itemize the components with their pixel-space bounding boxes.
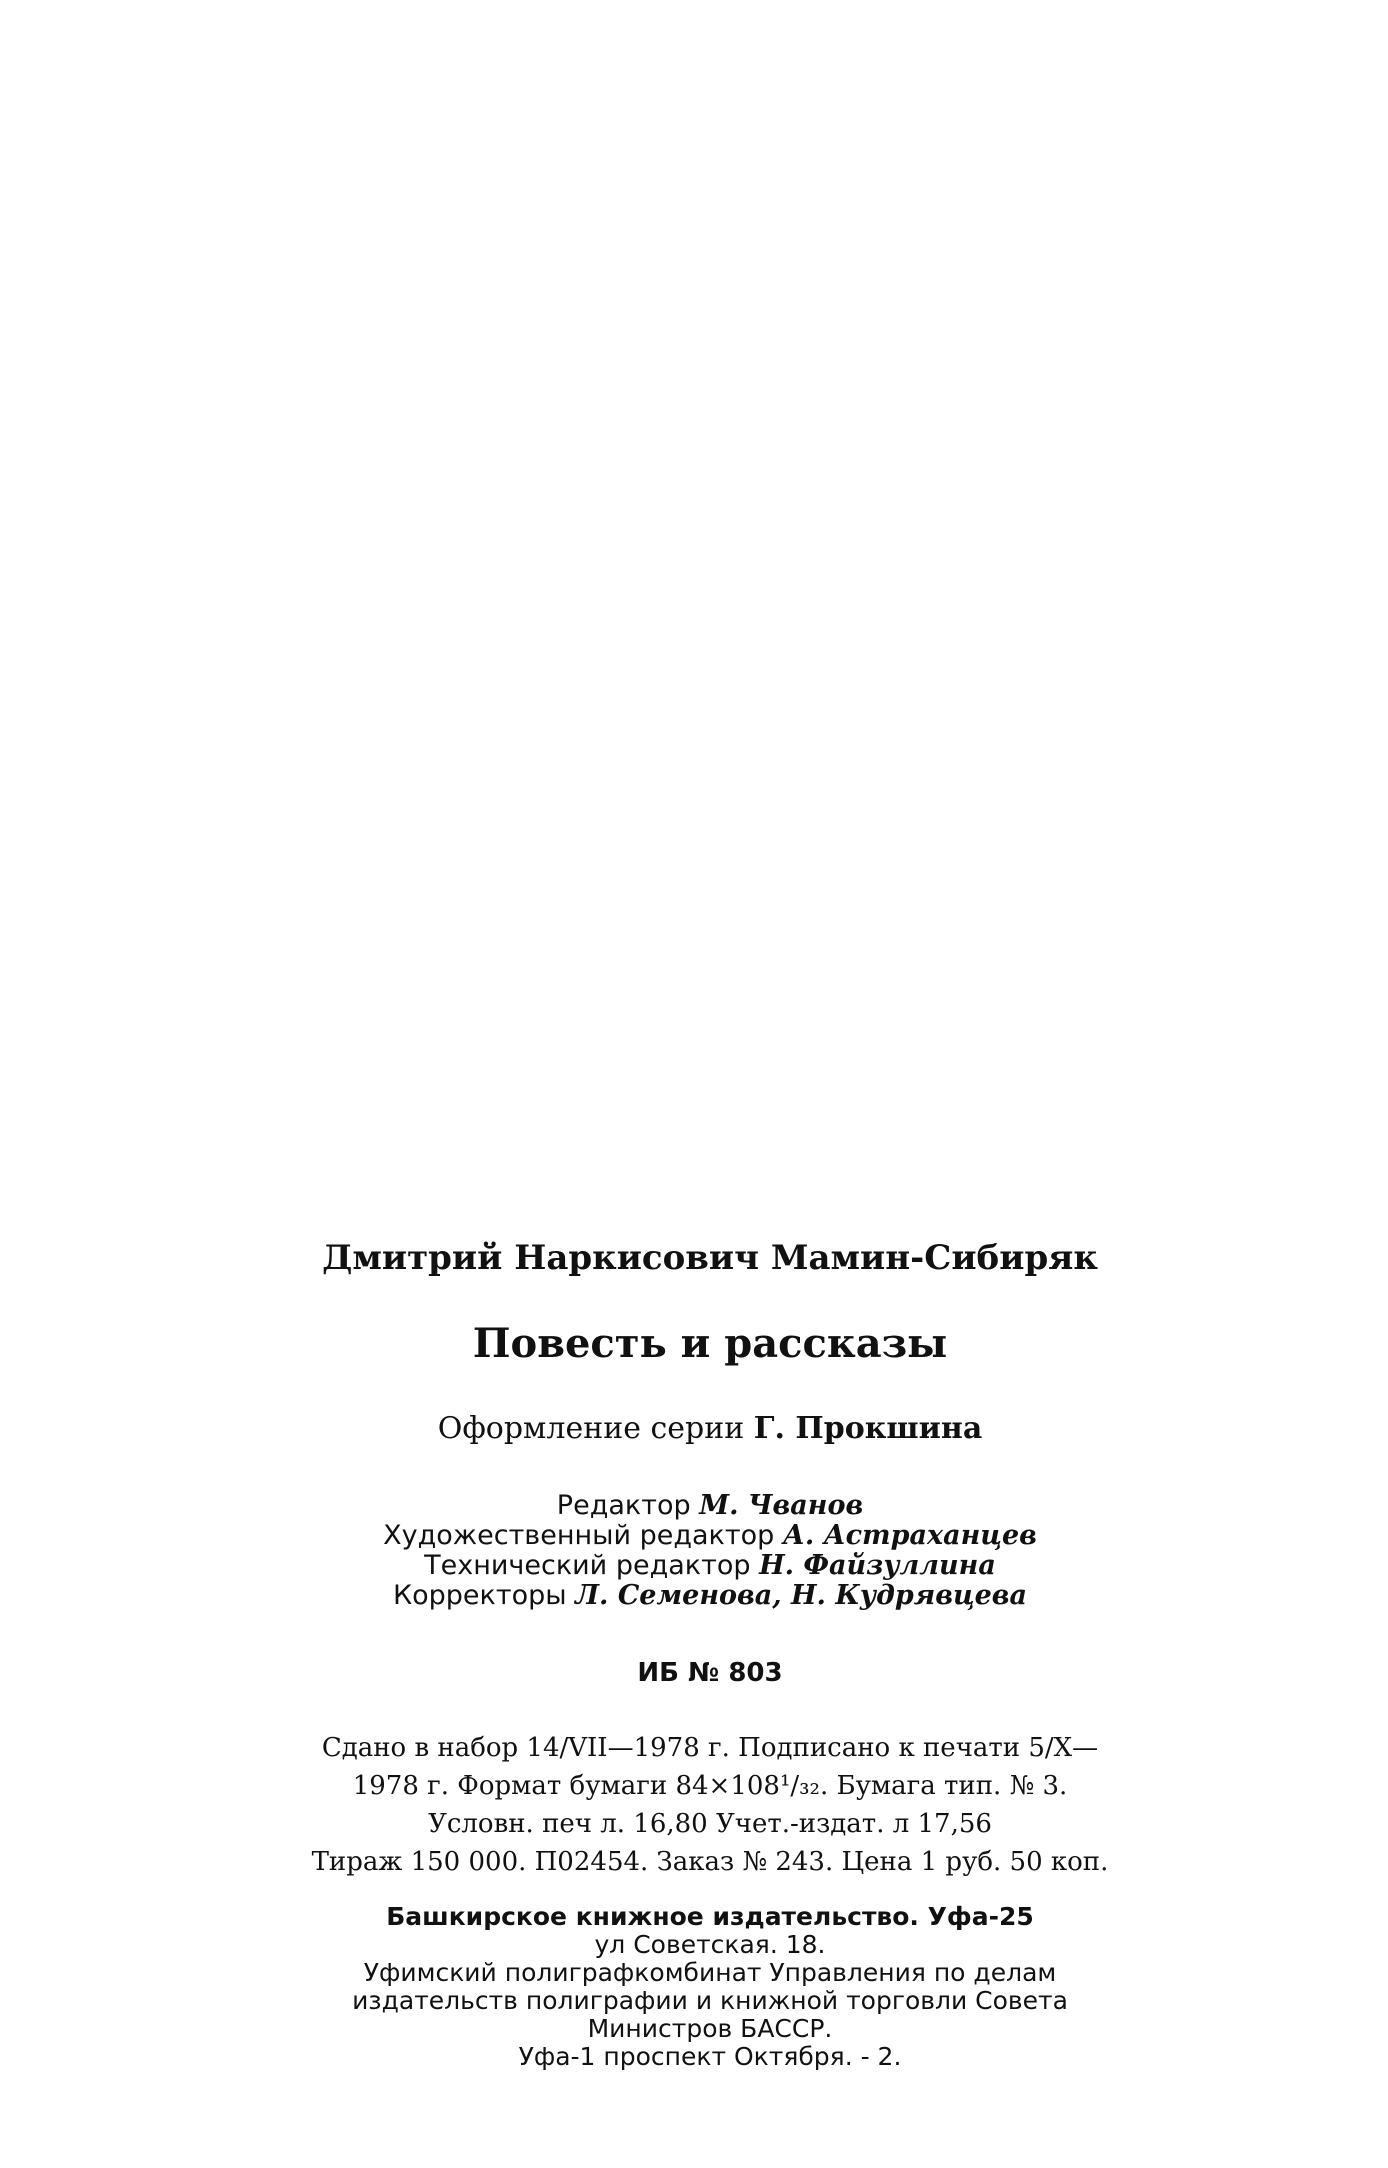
- credit-editor: [285, 1491, 1135, 1521]
- credit-tech-editor: [285, 1551, 1135, 1581]
- print-data-line: Сдано в набор 14/VII—1978 г. Подписано к печати 5/X—: [321, 1733, 1099, 1763]
- credits-block: [285, 1491, 1135, 1611]
- author-name: Дмитрий Наркисович Мамин-Сибиряк: [322, 1238, 1098, 1278]
- print-data-line: Тираж 150 000. П02454. Заказ № 243. Цена 1 руб. 50 коп.: [311, 1847, 1109, 1877]
- credit-person: Н. Файзуллина: [759, 1550, 996, 1581]
- credit-role: Редактор: [556, 1490, 691, 1521]
- printer-line: Уфимский полиграфкомбинат Управления по делам: [363, 1958, 1057, 1987]
- series-designer: Г. Прокшина: [753, 1411, 983, 1446]
- book-title: Повесть и рассказы: [472, 1320, 948, 1367]
- series-design-line: [285, 1409, 1135, 1449]
- publisher-address: ул Советская. 18.: [594, 1930, 826, 1959]
- credit-person: А. Астраханцев: [782, 1520, 1037, 1551]
- credit-proofreaders: [285, 1581, 1135, 1611]
- printer-line: издательств полиграфии и книжной торговли Совета: [352, 1986, 1068, 2015]
- printer-block: [285, 1959, 1135, 2071]
- credit-role: Художественный редактор: [383, 1520, 775, 1551]
- printer-line: Министров БАССР.: [587, 2014, 833, 2043]
- publisher-name: Башкирское книжное издательство. Уфа-25: [386, 1902, 1034, 1931]
- print-data-block: [285, 1729, 1135, 1881]
- credit-person: Л. Семенова, Н. Кудрявцева: [575, 1580, 1028, 1611]
- credit-person: М. Чванов: [699, 1490, 864, 1521]
- series-design-label: Оформление серии: [437, 1411, 745, 1446]
- colophon: [285, 1235, 1135, 2071]
- ib-number: ИБ № 803: [637, 1658, 783, 1688]
- print-data-line: 1978 г. Формат бумаги 84×108¹/₃₂. Бумага тип. № 3.: [352, 1771, 1068, 1801]
- print-data-line: Условн. печ л. 16,80 Учет.-издат. л 17,56: [428, 1809, 992, 1839]
- publisher-block: [285, 1903, 1135, 1959]
- printer-line: Уфа-1 проспект Октября. - 2.: [518, 2042, 902, 2071]
- credit-role: Корректоры: [392, 1580, 567, 1611]
- credit-role: Технический редактор: [424, 1550, 751, 1581]
- credit-art-editor: [285, 1521, 1135, 1551]
